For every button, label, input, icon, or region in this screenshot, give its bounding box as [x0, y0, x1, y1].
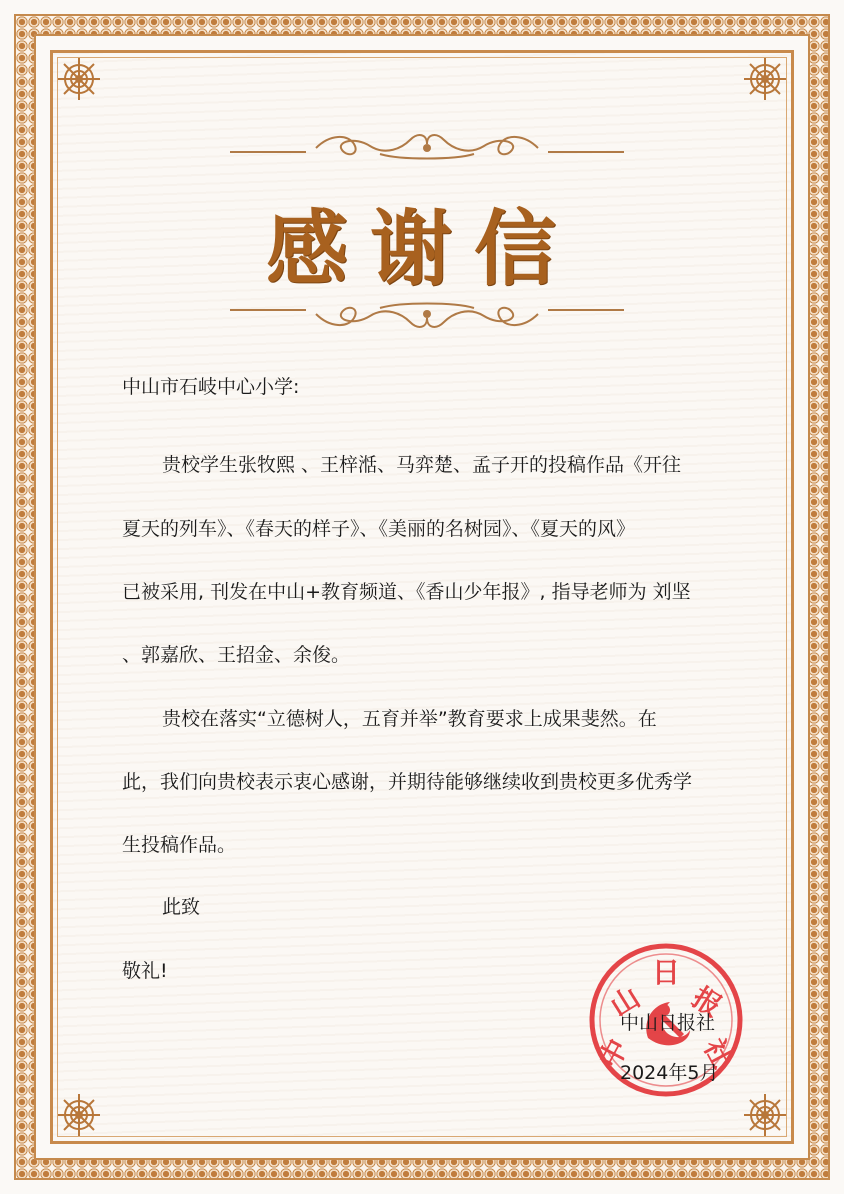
- signature-organization: 中山日报社: [620, 1012, 716, 1034]
- closing-salute: 敬礼!: [122, 960, 168, 982]
- corner-ornament-icon: [742, 1092, 788, 1138]
- paragraph2-line: 生投稿作品。: [122, 834, 237, 856]
- paragraph1-line: 、郭嘉欣、王招金、余俊。: [122, 644, 351, 666]
- signature-date: 2024年5月: [620, 1062, 719, 1084]
- svg-text:山: 山: [604, 980, 646, 1024]
- svg-text:中: 中: [592, 1033, 635, 1074]
- paragraph1-line: 贵校学生张牧熙 、王梓湉、马弈楚、孟子开的投稿作品《开往: [162, 454, 682, 476]
- letter-title: 感谢信: [265, 201, 578, 297]
- salutation: 中山市石岐中心小学:: [122, 376, 300, 398]
- svg-text:社: 社: [697, 1033, 740, 1074]
- svg-text:报: 报: [686, 980, 728, 1024]
- svg-text:日: 日: [651, 956, 681, 989]
- bottom-flourish-icon: [230, 300, 624, 336]
- closing-respect: 此致: [162, 896, 201, 918]
- paragraph2-line: 贵校在落实“立德树人，五育并举”教育要求上成果斐然。在: [162, 708, 657, 730]
- corner-ornament-icon: [56, 1092, 102, 1138]
- corner-ornament-icon: [56, 56, 102, 102]
- paragraph1-line: 夏天的列车》、《春天的样子》、《美丽的名树园》、《夏天的风》: [122, 518, 636, 540]
- paragraph2-line: 此，我们向贵校表示衷心感谢，并期待能够继续收到贵校更多优秀学: [122, 771, 693, 793]
- top-flourish-icon: [230, 126, 624, 162]
- corner-ornament-icon: [742, 56, 788, 102]
- paragraph1-line: 已被采用, 刊发在中山+教育频道、《香山少年报》, 指导老师为 刘坚: [122, 581, 691, 603]
